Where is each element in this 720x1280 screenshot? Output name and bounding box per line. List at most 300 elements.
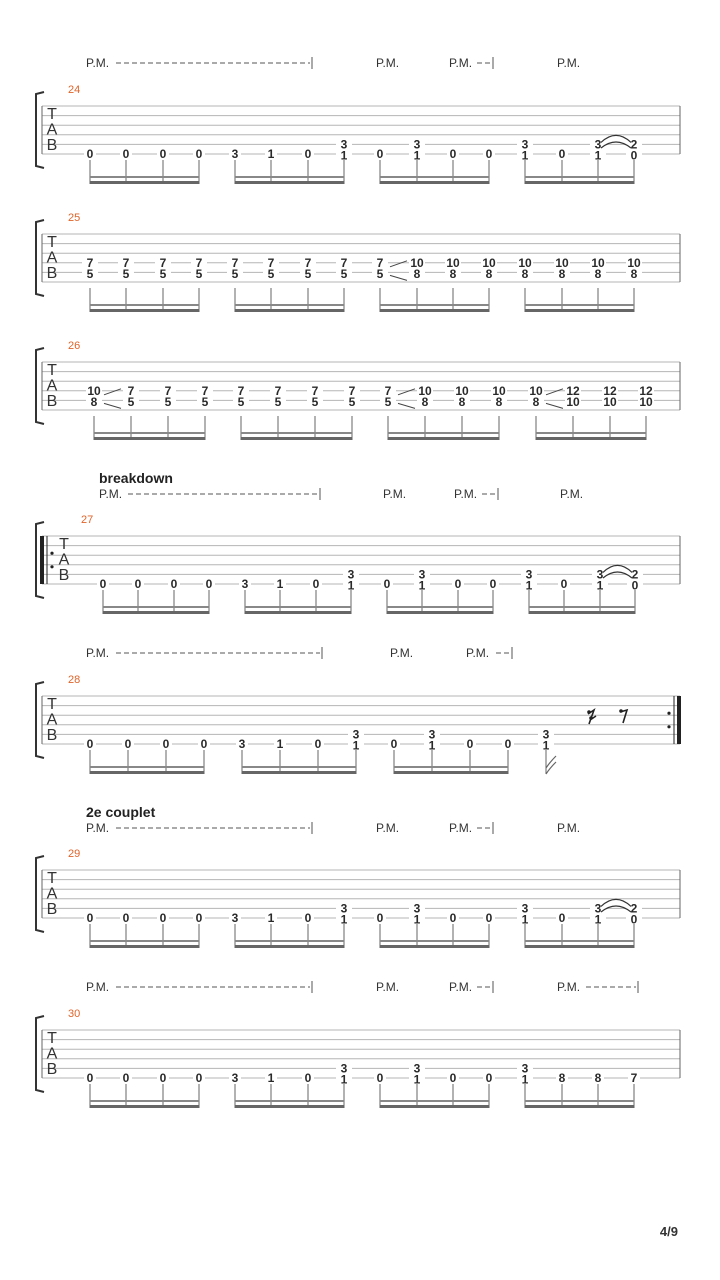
tab-note: [487, 577, 499, 591]
tab-note: [157, 147, 169, 161]
fret-number: 0: [134, 577, 142, 591]
fret-number: 0: [449, 147, 457, 161]
tab-clef-letter: T: [47, 106, 57, 123]
system-bracket: [36, 348, 44, 424]
beam: [380, 945, 489, 948]
fret-number: 7: [86, 255, 94, 270]
fret-number: 0: [383, 577, 391, 591]
tab-note: [193, 911, 205, 925]
fret-number: 0: [504, 737, 512, 751]
fret-number: 5: [231, 267, 239, 281]
fret-number: 10: [555, 255, 569, 270]
palm-mute-label: P.M.: [557, 821, 581, 835]
tab-note: [454, 384, 470, 409]
fret-number: 5: [340, 267, 348, 281]
beam-secondary: [388, 432, 499, 434]
palm-mute-label: P.M.: [390, 646, 414, 660]
fret-number: 0: [122, 147, 130, 161]
tab-clef-letter: T: [47, 870, 57, 887]
fret-number: 8: [594, 267, 602, 281]
tab-note: [82, 256, 98, 281]
palm-mute-label: P.M.: [449, 821, 473, 835]
fret-number: 3: [231, 911, 239, 925]
tab-system-27: [36, 470, 680, 614]
fret-number: 0: [122, 1071, 130, 1085]
fret-number: 0: [195, 147, 203, 161]
tab-note: [626, 901, 642, 926]
fret-number: 0: [86, 147, 94, 161]
tab-note: [307, 384, 323, 409]
palm-mute-label: P.M.: [376, 821, 400, 835]
tab-note: [227, 256, 243, 281]
tab-note: [558, 577, 570, 591]
fret-number: 1: [594, 148, 602, 163]
tab-note: [556, 911, 568, 925]
tab-note: [274, 737, 286, 751]
note-flag: [546, 756, 556, 774]
fret-number: 8: [495, 395, 503, 409]
tab-clef-letter: A: [46, 711, 58, 729]
tab-system-24: [36, 56, 680, 184]
fret-number: 0: [314, 737, 322, 751]
fret-number: 0: [558, 147, 566, 161]
tab-note: [409, 901, 425, 926]
fret-number: 12: [566, 383, 580, 398]
tab-note: [344, 384, 360, 409]
beam-secondary: [235, 304, 344, 306]
fret-number: 0: [485, 911, 493, 925]
fret-number: 7: [159, 255, 167, 270]
fret-number: 10: [418, 383, 432, 398]
tab-system-28: [36, 646, 681, 774]
beam: [241, 437, 352, 440]
fret-number: 3: [413, 1061, 421, 1076]
tab-note: [123, 384, 139, 409]
fret-number: 10: [639, 395, 653, 409]
tab-note: [372, 256, 388, 281]
fret-number: 3: [594, 137, 602, 152]
tab-clef-letter: A: [46, 1045, 58, 1063]
beam-secondary: [235, 1100, 344, 1102]
tab-note: [627, 567, 643, 592]
tab-note: [556, 147, 568, 161]
tab-note: [374, 147, 386, 161]
fret-number: 7: [164, 383, 172, 398]
tab-note: [239, 577, 251, 591]
rest-dot: [589, 716, 593, 720]
palm-mute-label: P.M.: [383, 487, 407, 501]
tab-note: [236, 737, 248, 751]
tab-note: [120, 911, 132, 925]
tab-note: [447, 1071, 459, 1085]
fret-number: 0: [205, 577, 213, 591]
fret-number: 8: [558, 1071, 566, 1085]
measure-number: 28: [68, 674, 81, 686]
fret-number: 3: [521, 901, 529, 916]
fret-number: 0: [630, 148, 638, 163]
slide-line: [398, 389, 415, 395]
beam-secondary: [380, 1100, 489, 1102]
fret-number: 0: [376, 1071, 384, 1085]
tab-note: [302, 911, 314, 925]
fret-number: 3: [413, 901, 421, 916]
fret-number: 10: [603, 395, 617, 409]
fret-number: 10: [482, 255, 496, 270]
tab-note: [452, 577, 464, 591]
fret-number: 12: [639, 383, 653, 398]
beam: [525, 309, 634, 312]
fret-number: 1: [267, 1071, 275, 1085]
beam: [103, 611, 209, 614]
fret-number: 0: [560, 577, 568, 591]
tab-note: [556, 1071, 568, 1085]
fret-number: 8: [532, 395, 540, 409]
measure-number: 29: [68, 848, 81, 860]
fret-number: 5: [267, 267, 275, 281]
fret-number: 5: [195, 267, 203, 281]
section-label: breakdown: [99, 470, 173, 486]
system-bracket: [36, 220, 44, 296]
fret-number: 2: [631, 567, 639, 582]
tab-note: [409, 1061, 425, 1086]
measure-number: 26: [68, 340, 81, 352]
tab-note: [274, 577, 286, 591]
fret-number: 0: [122, 911, 130, 925]
palm-mute-label: P.M.: [560, 487, 584, 501]
beam-secondary: [90, 1100, 199, 1102]
beam: [235, 945, 344, 948]
palm-mute-label: P.M.: [466, 646, 490, 660]
beam-secondary: [103, 606, 209, 608]
fret-number: 0: [630, 912, 638, 927]
fret-number: 7: [122, 255, 130, 270]
beam: [245, 611, 351, 614]
beam: [525, 181, 634, 184]
system-bracket: [36, 92, 44, 168]
beam: [90, 309, 199, 312]
measure-number: 27: [81, 514, 94, 526]
fret-number: 0: [631, 578, 639, 593]
rest-dot: [587, 710, 591, 714]
tab-note: [445, 256, 461, 281]
fret-number: 3: [238, 737, 246, 751]
fret-number: 3: [542, 727, 550, 742]
tab-clef-letter: A: [46, 121, 58, 139]
beam-secondary: [90, 940, 199, 942]
tab-note: [381, 577, 393, 591]
repeat-dot: [50, 552, 53, 555]
repeat-dot: [50, 565, 53, 568]
tab-note: [197, 384, 213, 409]
fret-number: 1: [596, 578, 604, 593]
tab-note: [336, 137, 352, 162]
beam: [242, 771, 356, 774]
tab-note: [120, 1071, 132, 1085]
fret-number: 0: [195, 1071, 203, 1085]
fret-number: 1: [340, 912, 348, 927]
fret-number: 8: [630, 267, 638, 281]
fret-number: 7: [384, 383, 392, 398]
fret-number: 0: [195, 911, 203, 925]
fret-number: 3: [594, 901, 602, 916]
palm-mute-label: P.M.: [86, 821, 110, 835]
tab-note: [517, 137, 533, 162]
slide-line: [398, 403, 415, 408]
beam-secondary: [536, 432, 646, 434]
tab-note: [626, 137, 642, 162]
fret-number: 1: [276, 577, 284, 591]
fret-number: 1: [267, 147, 275, 161]
beam: [536, 437, 646, 440]
tab-clef-letter: B: [46, 393, 58, 410]
tab-note: [300, 256, 316, 281]
tab-note: [198, 737, 210, 751]
tab-note: [638, 384, 654, 409]
fret-number: 7: [231, 255, 239, 270]
fret-number: 10: [518, 255, 532, 270]
tab-clef-letter: B: [46, 727, 58, 744]
fret-number: 5: [127, 395, 135, 409]
tab-note: [265, 147, 277, 161]
fret-number: 3: [428, 727, 436, 742]
tab-note: [168, 577, 180, 591]
beam-secondary: [90, 176, 199, 178]
fret-number: 7: [237, 383, 245, 398]
rest-dot: [619, 709, 623, 713]
fret-number: 5: [384, 395, 392, 409]
palm-mute-label: P.M.: [99, 487, 123, 501]
slide-line: [104, 389, 121, 395]
fret-number: 5: [159, 267, 167, 281]
fret-number: 0: [159, 911, 167, 925]
system-bracket: [36, 856, 44, 932]
fret-number: 8: [449, 267, 457, 281]
beam: [525, 1105, 634, 1108]
fret-number: 7: [311, 383, 319, 398]
fret-number: 3: [352, 727, 360, 742]
fret-number: 3: [525, 567, 533, 582]
tab-note: [203, 577, 215, 591]
tab-note: [336, 901, 352, 926]
fret-number: 10: [446, 255, 460, 270]
palm-mute-label: P.M.: [86, 646, 110, 660]
fret-number: 5: [311, 395, 319, 409]
tab-note: [191, 256, 207, 281]
fret-number: 3: [596, 567, 604, 582]
measure-number: 24: [68, 84, 81, 96]
beam: [235, 309, 344, 312]
fret-number: 8: [594, 1071, 602, 1085]
tab-clef-letter: A: [46, 377, 58, 395]
palm-mute-label: P.M.: [376, 980, 400, 994]
fret-number: 1: [352, 738, 360, 753]
fret-number: 0: [390, 737, 398, 751]
fret-number: 5: [86, 267, 94, 281]
tab-note: [160, 384, 176, 409]
fret-number: 10: [566, 395, 580, 409]
palm-mute-label: P.M.: [449, 56, 473, 70]
tab-note: [626, 256, 642, 281]
fret-number: 0: [86, 737, 94, 751]
tab-note: [229, 1071, 241, 1085]
beam-secondary: [90, 304, 199, 306]
tab-note: [157, 911, 169, 925]
beam-secondary: [235, 940, 344, 942]
tab-note: [538, 727, 554, 752]
fret-number: 0: [170, 577, 178, 591]
tab-note: [481, 256, 497, 281]
fret-number: 8: [521, 267, 529, 281]
fret-number: 1: [340, 1072, 348, 1087]
beam: [90, 1105, 199, 1108]
fret-number: 2: [630, 901, 638, 916]
beam-secondary: [529, 606, 635, 608]
tab-clef-letter: A: [46, 885, 58, 903]
fret-number: 10: [410, 255, 424, 270]
tab-note: [409, 137, 425, 162]
tab-note: [336, 1061, 352, 1086]
fret-number: 2: [630, 137, 638, 152]
beam: [380, 1105, 489, 1108]
fret-number: 7: [340, 255, 348, 270]
fret-number: 10: [529, 383, 543, 398]
fret-number: 8: [421, 395, 429, 409]
measure-number: 30: [68, 1008, 81, 1020]
beam-secondary: [94, 432, 205, 434]
tab-note: [528, 384, 544, 409]
repeat-end-barline: [677, 696, 681, 744]
tab-note: [120, 147, 132, 161]
beam: [90, 945, 199, 948]
tab-note: [302, 147, 314, 161]
tab-note: [502, 737, 514, 751]
tab-clef-letter: T: [47, 234, 57, 251]
beam-secondary: [387, 606, 493, 608]
tab-clef-letter: A: [46, 249, 58, 267]
fret-number: 0: [489, 577, 497, 591]
fret-number: 0: [558, 911, 566, 925]
tab-clef-letter: B: [58, 567, 70, 584]
tab-note: [592, 1071, 604, 1085]
tab-note: [310, 577, 322, 591]
tab-note: [590, 256, 606, 281]
fret-number: 1: [347, 578, 355, 593]
tab-note: [84, 147, 96, 161]
fret-number: 0: [200, 737, 208, 751]
fret-number: 0: [376, 911, 384, 925]
fret-number: 0: [124, 737, 132, 751]
fret-number: 0: [304, 147, 312, 161]
tab-note: [193, 147, 205, 161]
beam: [90, 181, 199, 184]
beam-secondary: [394, 766, 508, 768]
fret-number: 8: [485, 267, 493, 281]
beam: [94, 437, 205, 440]
fret-number: 0: [159, 1071, 167, 1085]
tab-note: [483, 147, 495, 161]
tab-note: [592, 567, 608, 592]
fret-number: 1: [418, 578, 426, 593]
tab-note: [229, 147, 241, 161]
fret-number: 0: [485, 147, 493, 161]
tab-note: [491, 384, 507, 409]
tab-note: [590, 137, 606, 162]
tab-note: [517, 256, 533, 281]
tab-clef-letter: T: [47, 696, 57, 713]
fret-number: 0: [86, 911, 94, 925]
tab-note: [84, 1071, 96, 1085]
fret-number: 1: [525, 578, 533, 593]
fret-number: 5: [122, 267, 130, 281]
beam: [525, 945, 634, 948]
tab-system-29: [36, 804, 680, 948]
fret-number: 0: [449, 911, 457, 925]
tab-clef-letter: B: [46, 901, 58, 918]
page-indicator: 4/9: [659, 1224, 678, 1239]
system-bracket: [36, 682, 44, 758]
beam: [388, 437, 499, 440]
beam-secondary: [90, 766, 204, 768]
fret-number: 3: [418, 567, 426, 582]
beam-secondary: [525, 304, 634, 306]
tab-note: [155, 256, 171, 281]
slide-line: [546, 389, 563, 395]
fret-number: 0: [304, 911, 312, 925]
tab-note: [521, 567, 537, 592]
measure-number: 25: [68, 212, 81, 224]
tab-note: [118, 256, 134, 281]
beam-secondary: [525, 940, 634, 942]
fret-number: 7: [127, 383, 135, 398]
fret-number: 5: [304, 267, 312, 281]
fret-number: 3: [340, 1061, 348, 1076]
palm-mute-label: P.M.: [449, 980, 473, 994]
tab-note: [374, 911, 386, 925]
section-label: 2e couplet: [86, 804, 156, 820]
tab-note: [336, 256, 352, 281]
fret-number: 1: [542, 738, 550, 753]
fret-number: 7: [201, 383, 209, 398]
tab-note: [97, 577, 109, 591]
fret-number: 1: [413, 912, 421, 927]
fret-number: 3: [413, 137, 421, 152]
tab-system-26: [36, 340, 680, 440]
tab-note: [554, 256, 570, 281]
fret-number: 8: [90, 395, 98, 409]
beam-secondary: [242, 766, 356, 768]
fret-number: 0: [99, 577, 107, 591]
tab-clef-letter: B: [46, 1061, 58, 1078]
repeat-start-barline: [40, 536, 44, 584]
fret-number: 10: [492, 383, 506, 398]
tab-note: [464, 737, 476, 751]
fret-number: 0: [466, 737, 474, 751]
tab-note: [447, 911, 459, 925]
fret-number: 7: [376, 255, 384, 270]
beam: [380, 309, 489, 312]
tab-note: [517, 901, 533, 926]
beam: [90, 771, 204, 774]
tab-note: [270, 384, 286, 409]
palm-mute-label: P.M.: [86, 980, 110, 994]
fret-number: 5: [201, 395, 209, 409]
fret-number: 5: [237, 395, 245, 409]
fret-number: 5: [274, 395, 282, 409]
fret-number: 0: [449, 1071, 457, 1085]
fret-number: 1: [521, 148, 529, 163]
tab-note: [263, 256, 279, 281]
fret-number: 0: [162, 737, 170, 751]
